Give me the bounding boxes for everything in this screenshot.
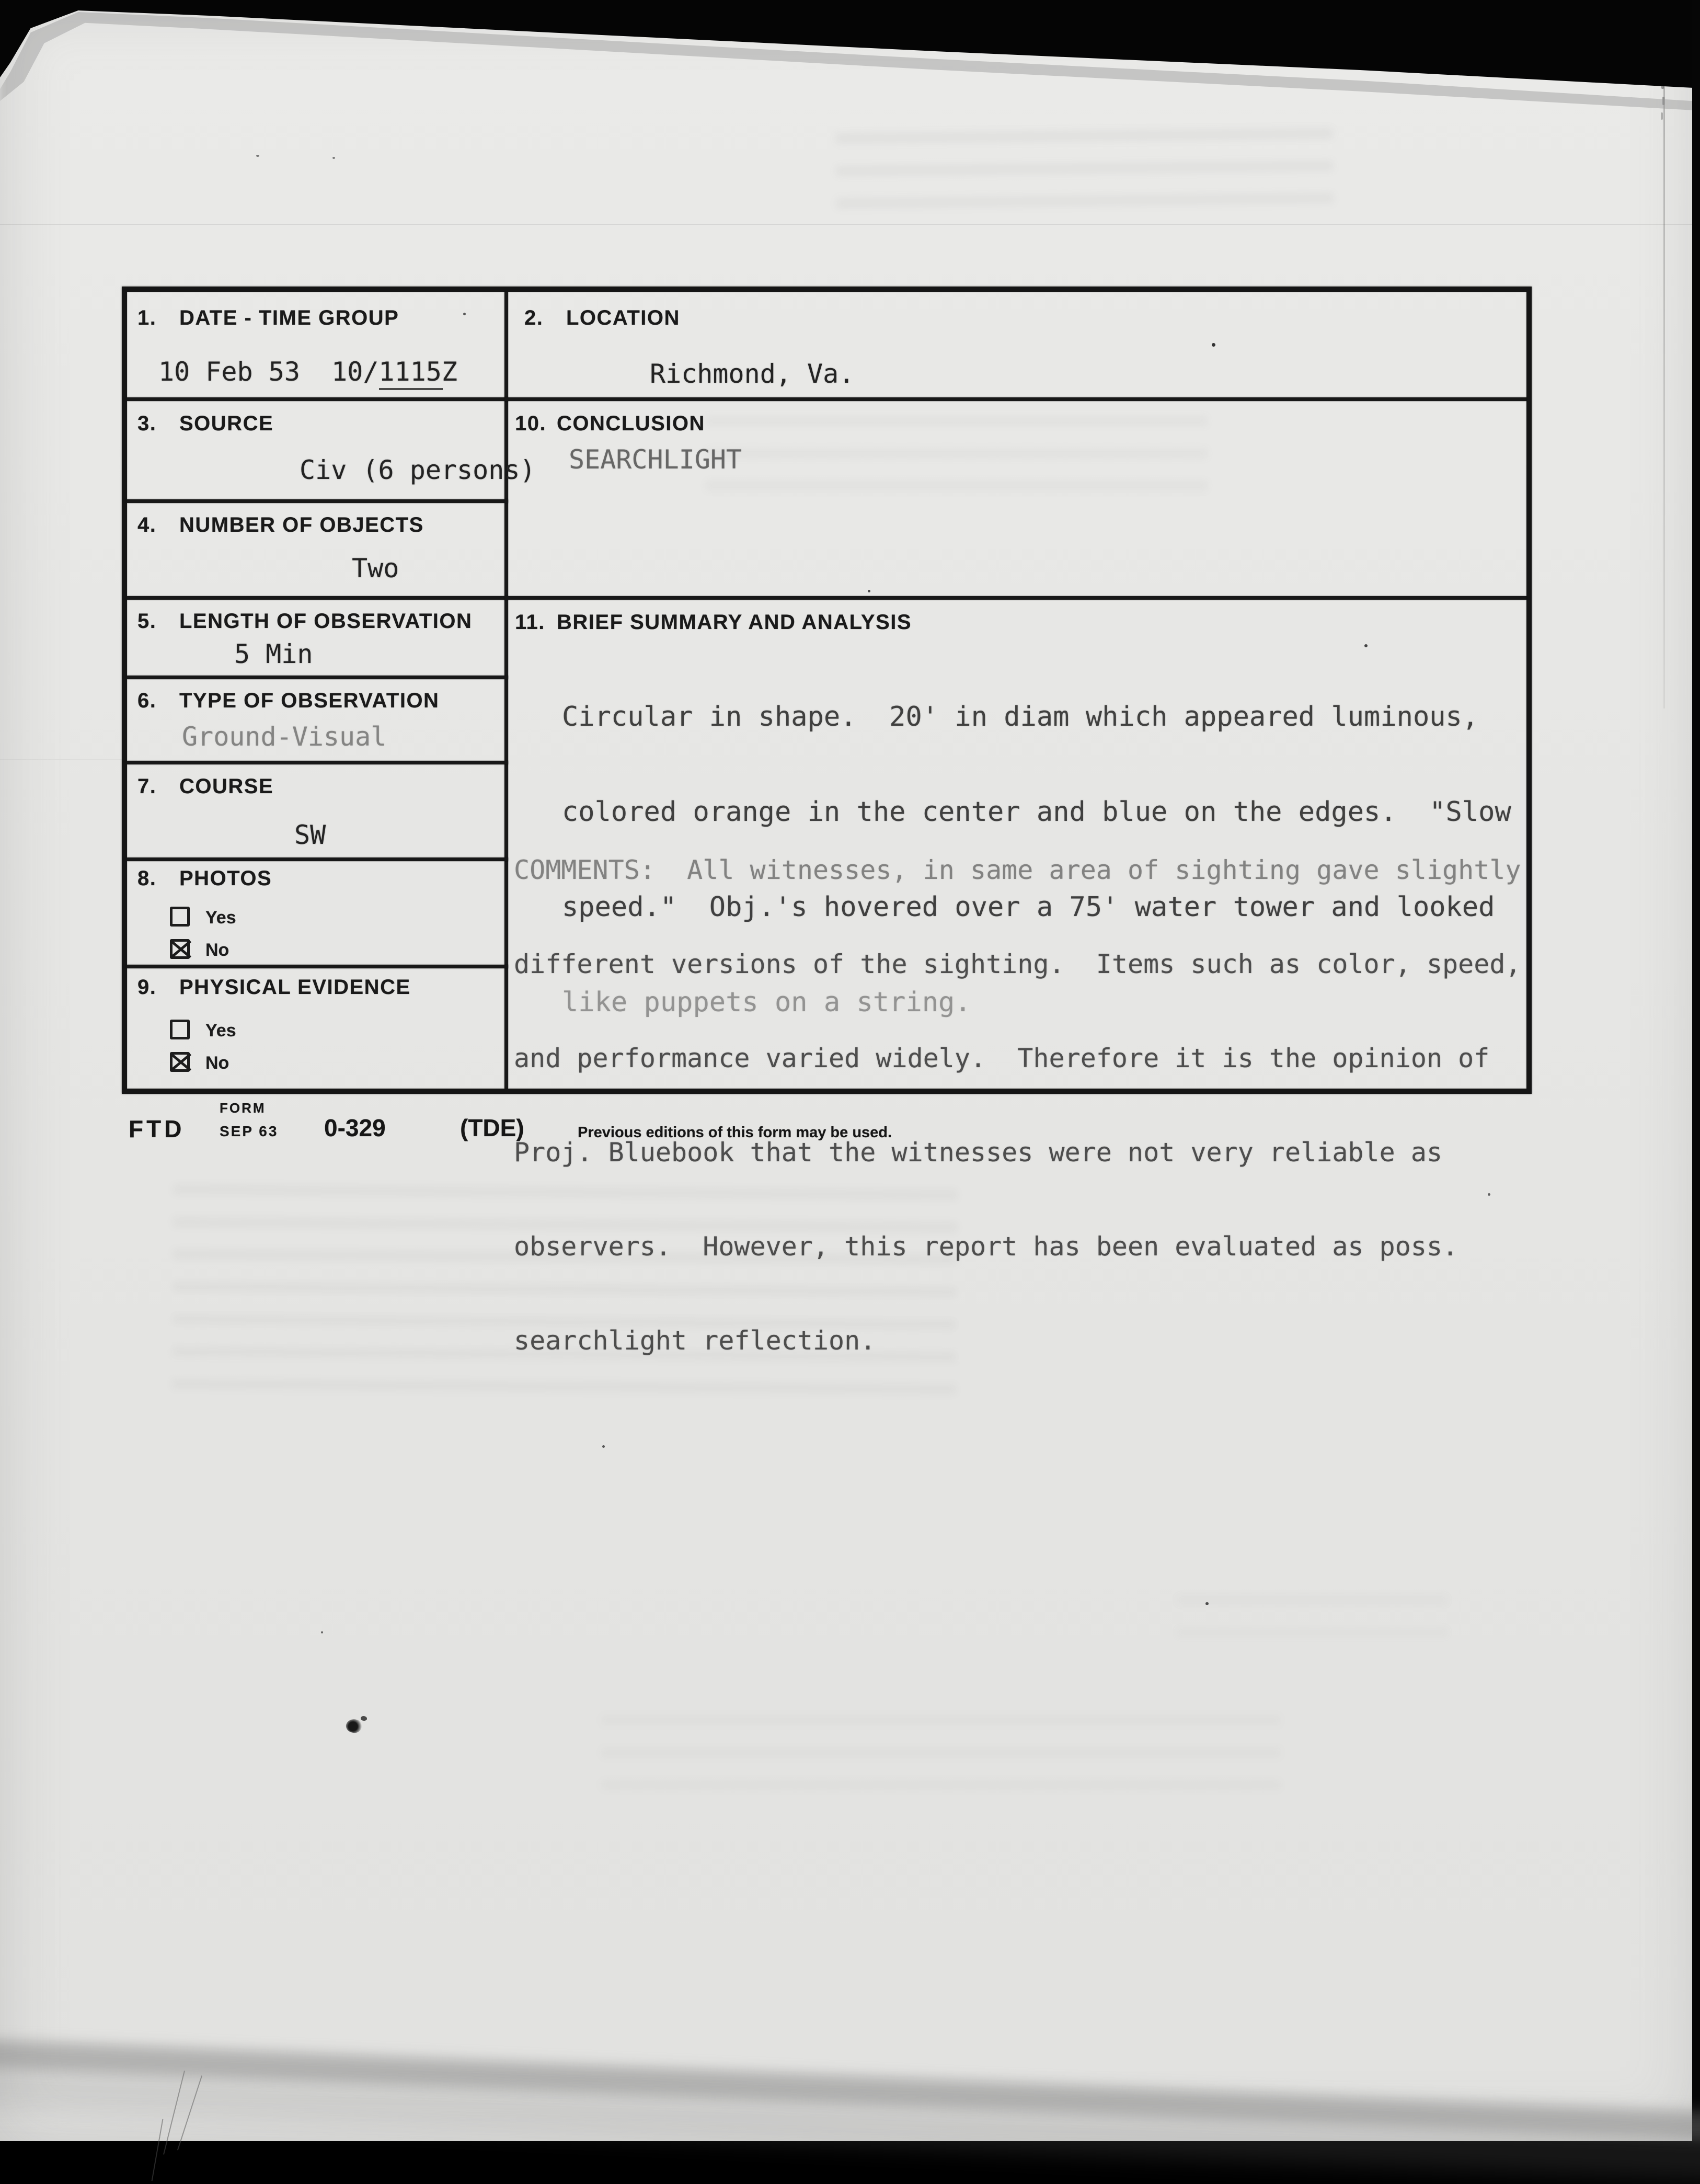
typed-line: searchlight reflection.: [514, 1325, 876, 1356]
photos-yes-label: Yes: [205, 908, 236, 928]
field-7-value: SW: [294, 820, 326, 850]
typed-line: speed." Obj.'s hovered over a 75' water tower and looked: [562, 891, 1495, 923]
field-number: 4.: [137, 513, 157, 536]
field-number: 3.: [137, 412, 157, 435]
row-line: [504, 397, 1526, 401]
field-label: CONCLUSION: [557, 412, 705, 435]
field-3-value: Civ (6 persons): [300, 455, 536, 485]
field-6-value: Ground-Visual: [182, 722, 387, 752]
field-number: 6.: [137, 689, 157, 712]
ink-speck: [332, 157, 335, 159]
ink-speck: [321, 1631, 323, 1633]
field-11-heading: [515, 611, 912, 634]
ink-speck: [256, 155, 259, 157]
evidence-no-checkbox-checked: [170, 1052, 190, 1072]
field-7-heading: [137, 775, 273, 798]
evidence-yes-checkbox: [170, 1020, 190, 1039]
field-8-heading: [137, 867, 272, 890]
typed-line: Circular in shape. 20' in diam which appeared luminous,: [562, 701, 1479, 733]
edge-mark: [1661, 112, 1663, 120]
row-line: [127, 761, 508, 764]
ink-speck: [602, 1445, 605, 1448]
bleed-through-smudge: [1176, 1595, 1448, 1644]
row-line: [127, 857, 508, 861]
evidence-no-option: [170, 1052, 229, 1073]
footer-form-word: FORM: [220, 1100, 266, 1116]
photos-no-option: [170, 939, 229, 960]
field-label: PHYSICAL EVIDENCE: [179, 976, 411, 999]
field-label: SOURCE: [179, 412, 274, 435]
typed-line: like puppets on a string.: [562, 987, 971, 1018]
typed-line: observers. However, this report has been evaluated as poss.: [514, 1231, 1458, 1262]
scratch-mark: [152, 2119, 164, 2181]
value-underline: [379, 388, 443, 390]
typed-line: different versions of the sighting. Items such as color, speed,: [514, 949, 1521, 979]
field-number: 5.: [137, 610, 157, 633]
field-4-value: Two: [352, 553, 399, 584]
ink-speck: [1205, 1602, 1209, 1605]
field-6-heading: [137, 689, 439, 713]
paper-crease: [0, 759, 125, 760]
bleed-through-smudge: [601, 1715, 1281, 1799]
scanner-background-right: [1692, 0, 1700, 2141]
field-2-heading: [524, 306, 680, 330]
evidence-yes-option: [170, 1020, 236, 1041]
photos-yes-option: [170, 907, 236, 928]
field-number: 2.: [524, 306, 544, 329]
field-label: PHOTOS: [179, 867, 272, 890]
footer-edition: SEP 63: [220, 1123, 279, 1139]
field-1-value: 10 Feb 53 10/1115Z: [158, 357, 457, 387]
field-number: 10.: [515, 412, 547, 435]
footer-org: FTD: [129, 1115, 185, 1142]
field-number: 1.: [137, 306, 157, 329]
typed-line: colored orange in the center and blue on the edges. "Slow: [562, 796, 1511, 828]
bleed-through-smudge: [836, 128, 1334, 225]
footer-number: 0-329: [324, 1114, 386, 1141]
comments-text-block: [514, 793, 1521, 1418]
ink-blob: [344, 1718, 363, 1735]
field-label: COURSE: [179, 775, 274, 798]
evidence-no-label: No: [205, 1053, 229, 1073]
evidence-yes-label: Yes: [205, 1021, 236, 1040]
field-10-value: SEARCHLIGHT: [569, 444, 742, 475]
field-label: LOCATION: [566, 306, 680, 329]
field-number: 7.: [137, 775, 157, 798]
field-5-value: 5 Min: [234, 639, 313, 669]
field-1-heading: [137, 306, 399, 330]
footer-note: Previous editions of this form may be used.: [578, 1124, 892, 1141]
field-label: TYPE OF OBSERVATION: [179, 689, 440, 712]
row-line: [127, 965, 508, 968]
typed-line: and performance varied widely. Therefore it is the opinion of: [514, 1043, 1490, 1073]
field-3-heading: [137, 412, 273, 436]
field-label: NUMBER OF OBJECTS: [179, 513, 424, 536]
paper-fold-line: [1663, 50, 1665, 708]
field-9-heading: [137, 976, 411, 999]
row-line: [127, 596, 508, 600]
paper-crease: [0, 224, 1700, 225]
ink-blob: [361, 1716, 367, 1721]
footer-suffix: (TDE): [460, 1114, 524, 1141]
row-line: [127, 397, 508, 401]
photos-no-label: No: [205, 940, 229, 960]
field-label: LENGTH OF OBSERVATION: [179, 610, 473, 633]
row-line: [127, 676, 508, 679]
field-2-value: Richmond, Va.: [650, 359, 855, 389]
row-line: [127, 499, 508, 503]
field-label: BRIEF SUMMARY AND ANALYSIS: [557, 611, 912, 634]
field-10-heading: [515, 412, 705, 436]
field-number: 8.: [137, 867, 157, 890]
field-number: 11.: [515, 611, 545, 634]
field-4-heading: [137, 513, 424, 537]
photos-yes-checkbox: [170, 907, 190, 927]
field-5-heading: [137, 610, 472, 633]
field-label: DATE - TIME GROUP: [179, 306, 399, 329]
column-divider-line: [504, 292, 508, 1089]
typed-line: COMMENTS: All witnesses, in same area of sighting gave slightly: [514, 855, 1521, 885]
field-number: 9.: [137, 976, 157, 999]
typed-line: Proj. Bluebook that the witnesses were not very reliable as: [514, 1137, 1443, 1168]
photos-no-checkbox-checked: [170, 939, 190, 959]
row-line: [504, 596, 1526, 600]
